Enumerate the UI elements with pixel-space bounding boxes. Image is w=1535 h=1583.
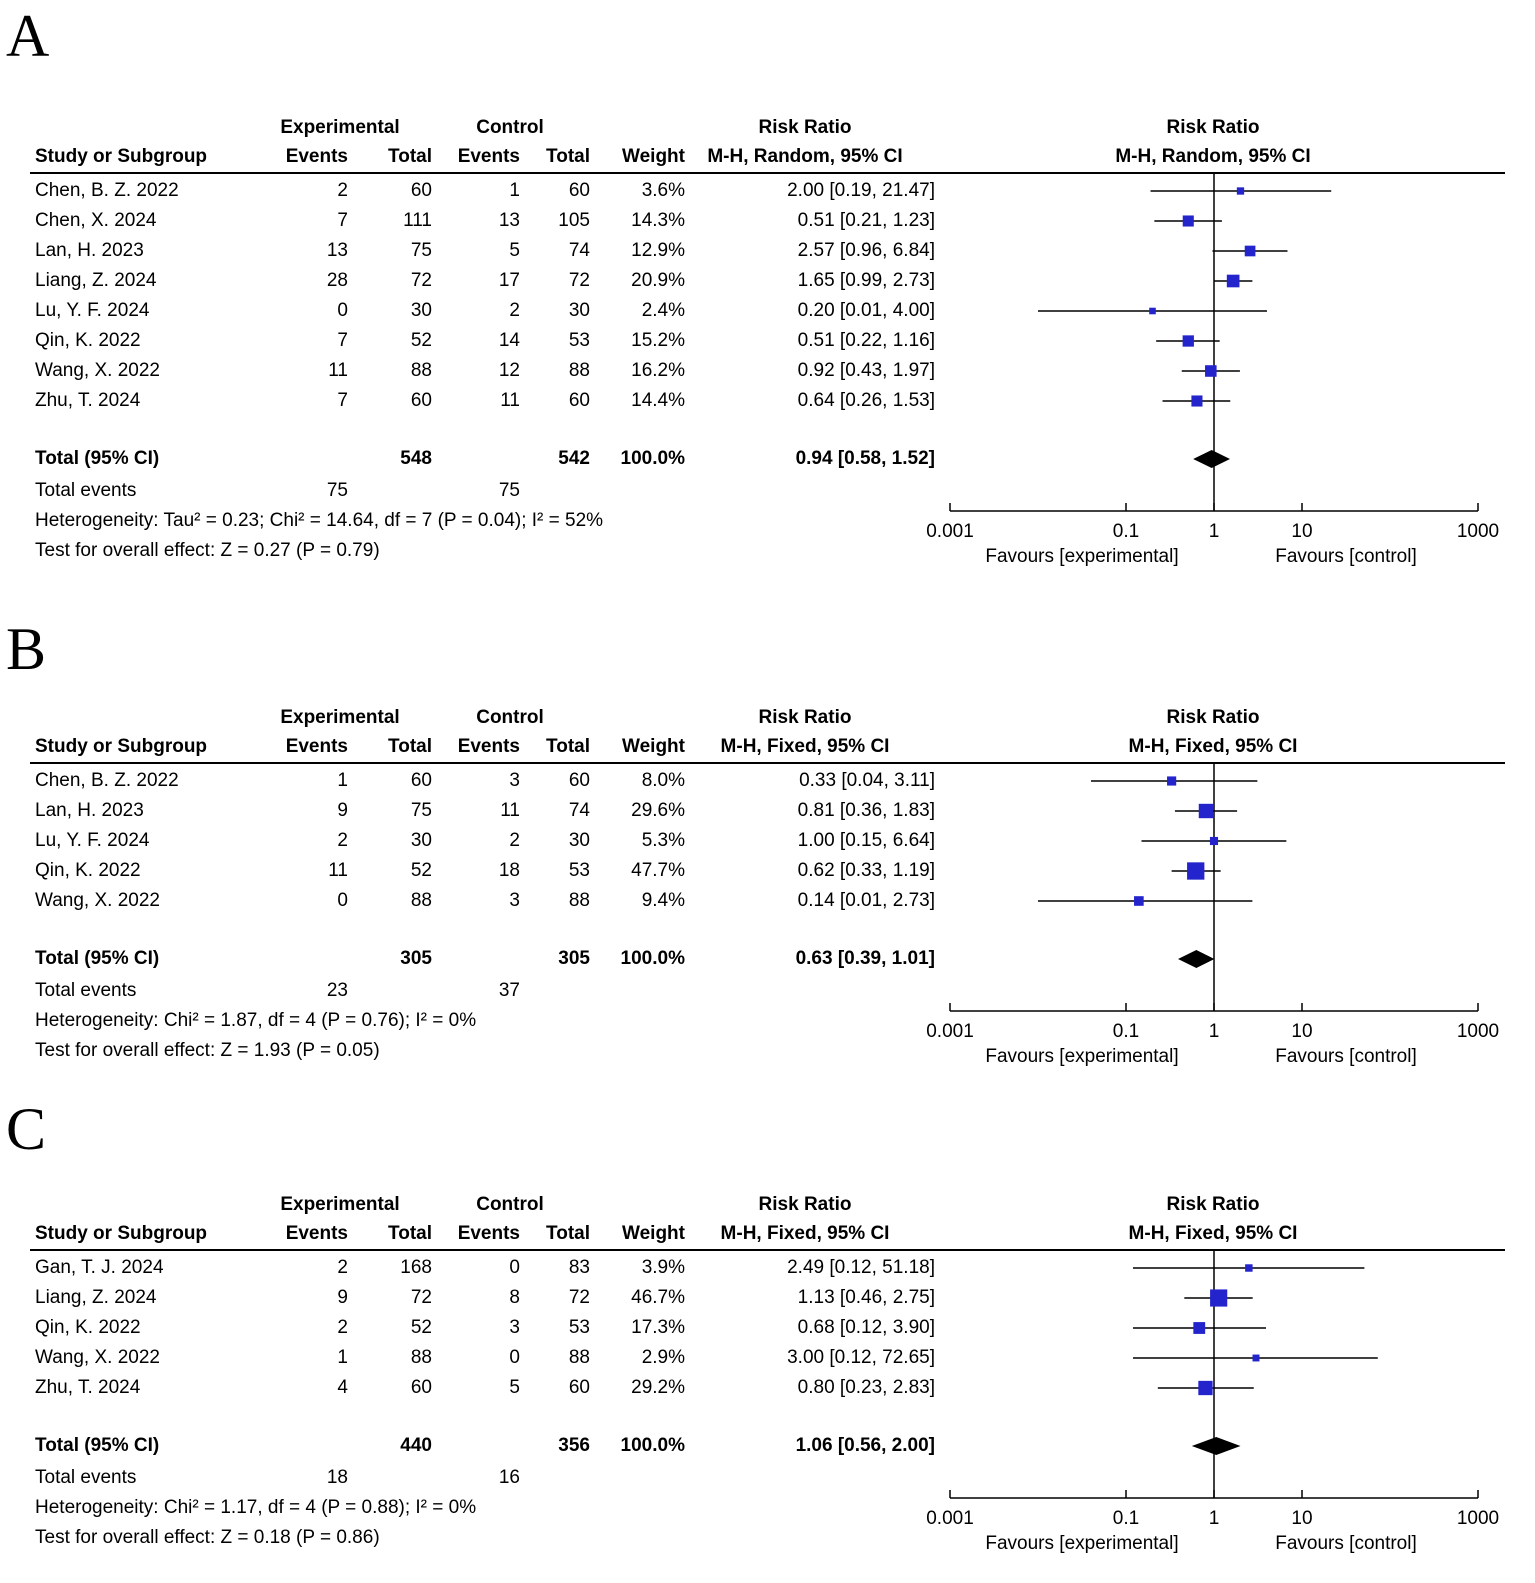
ci-text-value: 0.81 [0.36, 1.83] — [797, 800, 935, 821]
ctrl-events-value: 3 — [509, 770, 520, 791]
weight-value: 3.9% — [641, 1257, 685, 1278]
exp-events-value: 7 — [337, 210, 348, 231]
effect-square — [1134, 896, 1144, 906]
weight-value: 29.2% — [631, 1377, 685, 1398]
ctrl-total-value: 88 — [568, 1347, 590, 1368]
exp-events-value: 13 — [326, 240, 348, 261]
exp-events-value: 2 — [337, 180, 348, 201]
total-exp-total: 548 — [400, 448, 432, 469]
total-ci-text: 1.06 [0.56, 2.00] — [795, 1435, 935, 1456]
ctrl-total-value: 72 — [568, 270, 590, 291]
exp-events-value: 1 — [337, 770, 348, 791]
favours-left-label: Favours [experimental] — [985, 1046, 1179, 1067]
study-name: Qin, K. 2022 — [35, 860, 141, 881]
ctrl-total-value: 105 — [558, 210, 590, 231]
exp-total-value: 88 — [410, 1347, 432, 1368]
effect-square — [1253, 1355, 1260, 1362]
total-diamond — [1193, 450, 1230, 468]
effect-square — [1149, 308, 1156, 315]
ctrl-total-value: 30 — [568, 300, 590, 321]
study-name: Liang, Z. 2024 — [35, 1287, 157, 1308]
axis-tick-label: 1000 — [1456, 1508, 1500, 1529]
exp-total-value: 75 — [410, 800, 432, 821]
heterogeneity-text: Heterogeneity: Chi² = 1.17, df = 4 (P = 0.88); I² = 0% — [35, 1497, 477, 1518]
overall-effect-text: Test for overall effect: Z = 0.27 (P = 0.79) — [35, 540, 380, 561]
exp-events-value: 7 — [337, 330, 348, 351]
axis-tick-label: 0.001 — [926, 1508, 974, 1529]
study-name: Zhu, T. 2024 — [35, 1377, 141, 1398]
header-exp-total: Total — [388, 1223, 432, 1244]
panel-label: B — [6, 616, 47, 682]
header-exp-events: Events — [285, 146, 348, 167]
forest-panel-B — [0, 618, 1535, 1098]
ctrl-events-value: 1 — [509, 180, 520, 201]
exp-total-value: 168 — [400, 1257, 432, 1278]
effect-square — [1227, 275, 1240, 288]
ctrl-events-value: 13 — [498, 210, 520, 231]
total-events-ctrl: 37 — [498, 980, 520, 1001]
ctrl-total-value: 88 — [568, 360, 590, 381]
total-diamond — [1192, 1437, 1241, 1455]
axis-tick-label: 0.1 — [1112, 521, 1140, 542]
ctrl-events-value: 5 — [509, 1377, 520, 1398]
effect-square — [1183, 215, 1194, 226]
total-ci-text: 0.94 [0.58, 1.52] — [795, 448, 935, 469]
weight-value: 15.2% — [631, 330, 685, 351]
total-label: Total (95% CI) — [35, 448, 160, 469]
exp-events-value: 11 — [328, 360, 348, 381]
ctrl-total-value: 88 — [568, 890, 590, 911]
total-events-ctrl: 16 — [498, 1467, 520, 1488]
ci-text-value: 1.00 [0.15, 6.64] — [797, 830, 935, 851]
weight-value: 2.9% — [641, 1347, 685, 1368]
weight-value: 17.3% — [631, 1317, 685, 1338]
axis-tick-label: 1000 — [1456, 1021, 1500, 1042]
weight-value: 29.6% — [631, 800, 685, 821]
total-events-exp: 75 — [326, 480, 348, 501]
effect-square — [1245, 1264, 1252, 1271]
weight-value: 9.4% — [641, 890, 685, 911]
effect-square — [1183, 335, 1194, 346]
header-exp-events: Events — [285, 1223, 348, 1244]
axis-tick-label: 1 — [1208, 1021, 1220, 1042]
weight-value: 2.4% — [641, 300, 685, 321]
exp-total-value: 30 — [410, 300, 432, 321]
header-weight: Weight — [622, 736, 685, 757]
heterogeneity-text: Heterogeneity: Chi² = 1.87, df = 4 (P = 0.76); I² = 0% — [35, 1010, 477, 1031]
ctrl-events-value: 0 — [509, 1347, 520, 1368]
panel-label: A — [6, 3, 50, 69]
ctrl-total-value: 74 — [568, 800, 590, 821]
header-ctrl-total: Total — [546, 1223, 590, 1244]
overall-effect-text: Test for overall effect: Z = 1.93 (P = 0.05) — [35, 1040, 380, 1061]
study-name: Gan, T. J. 2024 — [35, 1257, 164, 1278]
header-study-col: Study or Subgroup — [35, 736, 208, 757]
ci-text-value: 1.13 [0.46, 2.75] — [797, 1287, 935, 1308]
ctrl-events-value: 14 — [498, 330, 520, 351]
ctrl-events-value: 3 — [509, 890, 520, 911]
header-study-col: Study or Subgroup — [35, 146, 208, 167]
weight-value: 12.9% — [631, 240, 685, 261]
ctrl-total-value: 60 — [568, 1377, 590, 1398]
favours-right-label: Favours [control] — [1275, 546, 1417, 567]
ctrl-total-value: 72 — [568, 1287, 590, 1308]
exp-total-value: 60 — [410, 1377, 432, 1398]
header-exp-total: Total — [388, 736, 432, 757]
header-method-text: M-H, Fixed, 95% CI — [720, 1223, 890, 1244]
study-name: Lan, H. 2023 — [35, 240, 144, 261]
ci-text-value: 2.57 [0.96, 6.84] — [797, 240, 935, 261]
header-risk-ratio-plot: Risk Ratio — [1166, 117, 1260, 138]
study-name: Wang, X. 2022 — [35, 890, 160, 911]
header-exp-events: Events — [285, 736, 348, 757]
exp-events-value: 0 — [337, 890, 348, 911]
header-group-experimental: Experimental — [280, 1194, 400, 1215]
effect-square — [1198, 1381, 1212, 1395]
header-weight: Weight — [622, 1223, 685, 1244]
total-label: Total (95% CI) — [35, 1435, 160, 1456]
ctrl-events-value: 12 — [498, 360, 520, 381]
ctrl-events-value: 0 — [509, 1257, 520, 1278]
study-name: Chen, X. 2024 — [35, 210, 157, 231]
total-events-ctrl: 75 — [498, 480, 520, 501]
ci-text-value: 0.80 [0.23, 2.83] — [797, 1377, 935, 1398]
header-group-experimental: Experimental — [280, 117, 400, 138]
total-weight: 100.0% — [620, 948, 685, 969]
ctrl-total-value: 53 — [568, 330, 590, 351]
ctrl-events-value: 3 — [509, 1317, 520, 1338]
study-name: Chen, B. Z. 2022 — [35, 180, 179, 201]
overall-effect-text: Test for overall effect: Z = 0.18 (P = 0.86) — [35, 1527, 380, 1548]
study-name: Liang, Z. 2024 — [35, 270, 157, 291]
ctrl-total-value: 53 — [568, 1317, 590, 1338]
effect-square — [1199, 804, 1213, 818]
exp-total-value: 52 — [410, 860, 432, 881]
weight-value: 3.6% — [641, 180, 685, 201]
weight-value: 14.4% — [631, 390, 685, 411]
ctrl-events-value: 17 — [498, 270, 520, 291]
favours-right-label: Favours [control] — [1275, 1533, 1417, 1554]
exp-events-value: 11 — [328, 860, 348, 881]
exp-total-value: 60 — [410, 390, 432, 411]
panel-label: C — [6, 1096, 47, 1162]
axis-tick-label: 10 — [1291, 1508, 1313, 1529]
exp-events-value: 7 — [337, 390, 348, 411]
forest-plot-svg-A — [0, 5, 1535, 605]
axis-tick-label: 10 — [1291, 521, 1313, 542]
exp-total-value: 60 — [410, 180, 432, 201]
total-events-exp: 23 — [326, 980, 348, 1001]
heterogeneity-text: Heterogeneity: Tau² = 0.23; Chi² = 14.64, df = 7 (P = 0.04); I² = 52% — [35, 510, 604, 531]
header-ctrl-events: Events — [457, 736, 520, 757]
total-ci-text: 0.63 [0.39, 1.01] — [795, 948, 935, 969]
ctrl-total-value: 74 — [568, 240, 590, 261]
axis-tick-label: 1 — [1208, 1508, 1220, 1529]
exp-events-value: 9 — [337, 800, 348, 821]
exp-events-value: 1 — [337, 1347, 348, 1368]
total-ctrl-total: 305 — [558, 948, 590, 969]
header-method-text: M-H, Random, 95% CI — [707, 146, 903, 167]
ctrl-events-value: 11 — [500, 800, 520, 821]
ci-text-value: 2.49 [0.12, 51.18] — [787, 1257, 935, 1278]
effect-square — [1187, 862, 1204, 879]
header-ctrl-total: Total — [546, 146, 590, 167]
weight-value: 14.3% — [631, 210, 685, 231]
effect-square — [1193, 1322, 1205, 1334]
exp-events-value: 2 — [337, 1317, 348, 1338]
ci-text-value: 0.68 [0.12, 3.90] — [797, 1317, 935, 1338]
study-name: Qin, K. 2022 — [35, 330, 141, 351]
effect-square — [1210, 1289, 1227, 1306]
forest-plot-svg-B — [0, 618, 1535, 1098]
effect-square — [1245, 246, 1256, 257]
total-events-label: Total events — [35, 480, 137, 501]
axis-tick-label: 1 — [1208, 521, 1220, 542]
favours-right-label: Favours [control] — [1275, 1046, 1417, 1067]
ctrl-total-value: 60 — [568, 390, 590, 411]
header-method-text: M-H, Fixed, 95% CI — [720, 736, 890, 757]
exp-total-value: 72 — [410, 270, 432, 291]
effect-square — [1205, 365, 1217, 377]
effect-square — [1210, 837, 1218, 845]
axis-tick-label: 0.001 — [926, 521, 974, 542]
weight-value: 8.0% — [641, 770, 685, 791]
total-ctrl-total: 356 — [558, 1435, 590, 1456]
weight-value: 20.9% — [631, 270, 685, 291]
header-method-plot: M-H, Random, 95% CI — [1115, 146, 1311, 167]
ci-text-value: 0.20 [0.01, 4.00] — [797, 300, 935, 321]
axis-tick-label: 0.1 — [1112, 1021, 1140, 1042]
weight-value: 47.7% — [631, 860, 685, 881]
ctrl-total-value: 60 — [568, 180, 590, 201]
axis-tick-label: 10 — [1291, 1021, 1313, 1042]
ci-text-value: 0.64 [0.26, 1.53] — [797, 390, 935, 411]
study-name: Chen, B. Z. 2022 — [35, 770, 179, 791]
total-exp-total: 305 — [400, 948, 432, 969]
exp-events-value: 28 — [326, 270, 348, 291]
header-risk-ratio-text: Risk Ratio — [758, 1194, 852, 1215]
header-group-experimental: Experimental — [280, 707, 400, 728]
total-exp-total: 440 — [400, 1435, 432, 1456]
total-label: Total (95% CI) — [35, 948, 160, 969]
exp-total-value: 52 — [410, 330, 432, 351]
study-name: Zhu, T. 2024 — [35, 390, 141, 411]
header-group-control: Control — [476, 707, 544, 728]
ctrl-total-value: 83 — [568, 1257, 590, 1278]
study-name: Wang, X. 2022 — [35, 1347, 160, 1368]
total-weight: 100.0% — [620, 448, 685, 469]
study-name: Lu, Y. F. 2024 — [35, 830, 150, 851]
header-risk-ratio-plot: Risk Ratio — [1166, 707, 1260, 728]
exp-total-value: 75 — [410, 240, 432, 261]
header-group-control: Control — [476, 1194, 544, 1215]
header-group-control: Control — [476, 117, 544, 138]
header-exp-total: Total — [388, 146, 432, 167]
study-name: Wang, X. 2022 — [35, 360, 160, 381]
exp-events-value: 0 — [337, 300, 348, 321]
weight-value: 5.3% — [641, 830, 685, 851]
ctrl-total-value: 53 — [568, 860, 590, 881]
ci-text-value: 0.62 [0.33, 1.19] — [797, 860, 935, 881]
exp-events-value: 2 — [337, 1257, 348, 1278]
ci-text-value: 0.33 [0.04, 3.11] — [799, 770, 935, 791]
exp-events-value: 9 — [337, 1287, 348, 1308]
total-diamond — [1178, 950, 1214, 968]
total-events-label: Total events — [35, 1467, 137, 1488]
favours-left-label: Favours [experimental] — [985, 1533, 1179, 1554]
exp-total-value: 72 — [410, 1287, 432, 1308]
favours-left-label: Favours [experimental] — [985, 546, 1179, 567]
ctrl-events-value: 2 — [509, 830, 520, 851]
exp-total-value: 52 — [410, 1317, 432, 1338]
ci-text-value: 0.92 [0.43, 1.97] — [797, 360, 935, 381]
ci-text-value: 0.14 [0.01, 2.73] — [797, 890, 935, 911]
weight-value: 16.2% — [631, 360, 685, 381]
header-weight: Weight — [622, 146, 685, 167]
effect-square — [1237, 187, 1244, 194]
total-ctrl-total: 542 — [558, 448, 590, 469]
exp-events-value: 4 — [337, 1377, 348, 1398]
forest-panel-A — [0, 5, 1535, 605]
header-method-plot: M-H, Fixed, 95% CI — [1128, 736, 1298, 757]
header-risk-ratio-text: Risk Ratio — [758, 707, 852, 728]
ctrl-total-value: 60 — [568, 770, 590, 791]
ci-text-value: 2.00 [0.19, 21.47] — [787, 180, 935, 201]
header-ctrl-events: Events — [457, 1223, 520, 1244]
header-method-plot: M-H, Fixed, 95% CI — [1128, 1223, 1298, 1244]
exp-total-value: 111 — [403, 210, 432, 231]
ctrl-events-value: 8 — [509, 1287, 520, 1308]
total-events-label: Total events — [35, 980, 137, 1001]
ci-text-value: 0.51 [0.21, 1.23] — [797, 210, 935, 231]
header-risk-ratio-plot: Risk Ratio — [1166, 1194, 1260, 1215]
exp-total-value: 60 — [410, 770, 432, 791]
ctrl-total-value: 30 — [568, 830, 590, 851]
ctrl-events-value: 5 — [509, 240, 520, 261]
header-ctrl-events: Events — [457, 146, 520, 167]
header-study-col: Study or Subgroup — [35, 1223, 208, 1244]
axis-tick-label: 1000 — [1456, 521, 1500, 542]
study-name: Lan, H. 2023 — [35, 800, 144, 821]
effect-square — [1191, 395, 1202, 406]
ctrl-events-value: 11 — [500, 390, 520, 411]
ci-text-value: 0.51 [0.22, 1.16] — [797, 330, 935, 351]
header-risk-ratio-text: Risk Ratio — [758, 117, 852, 138]
study-name: Qin, K. 2022 — [35, 1317, 141, 1338]
total-weight: 100.0% — [620, 1435, 685, 1456]
weight-value: 46.7% — [631, 1287, 685, 1308]
ctrl-events-value: 2 — [509, 300, 520, 321]
axis-tick-label: 0.001 — [926, 1021, 974, 1042]
forest-panel-C — [0, 1098, 1535, 1580]
exp-events-value: 2 — [337, 830, 348, 851]
header-ctrl-total: Total — [546, 736, 590, 757]
exp-total-value: 88 — [410, 890, 432, 911]
total-events-exp: 18 — [326, 1467, 348, 1488]
study-name: Lu, Y. F. 2024 — [35, 300, 150, 321]
ci-text-value: 1.65 [0.99, 2.73] — [797, 270, 935, 291]
exp-total-value: 88 — [410, 360, 432, 381]
effect-square — [1167, 776, 1176, 785]
axis-tick-label: 0.1 — [1112, 1508, 1140, 1529]
ctrl-events-value: 18 — [498, 860, 520, 881]
exp-total-value: 30 — [410, 830, 432, 851]
ci-text-value: 3.00 [0.12, 72.65] — [787, 1347, 935, 1368]
forest-plot-svg-C — [0, 1098, 1535, 1580]
